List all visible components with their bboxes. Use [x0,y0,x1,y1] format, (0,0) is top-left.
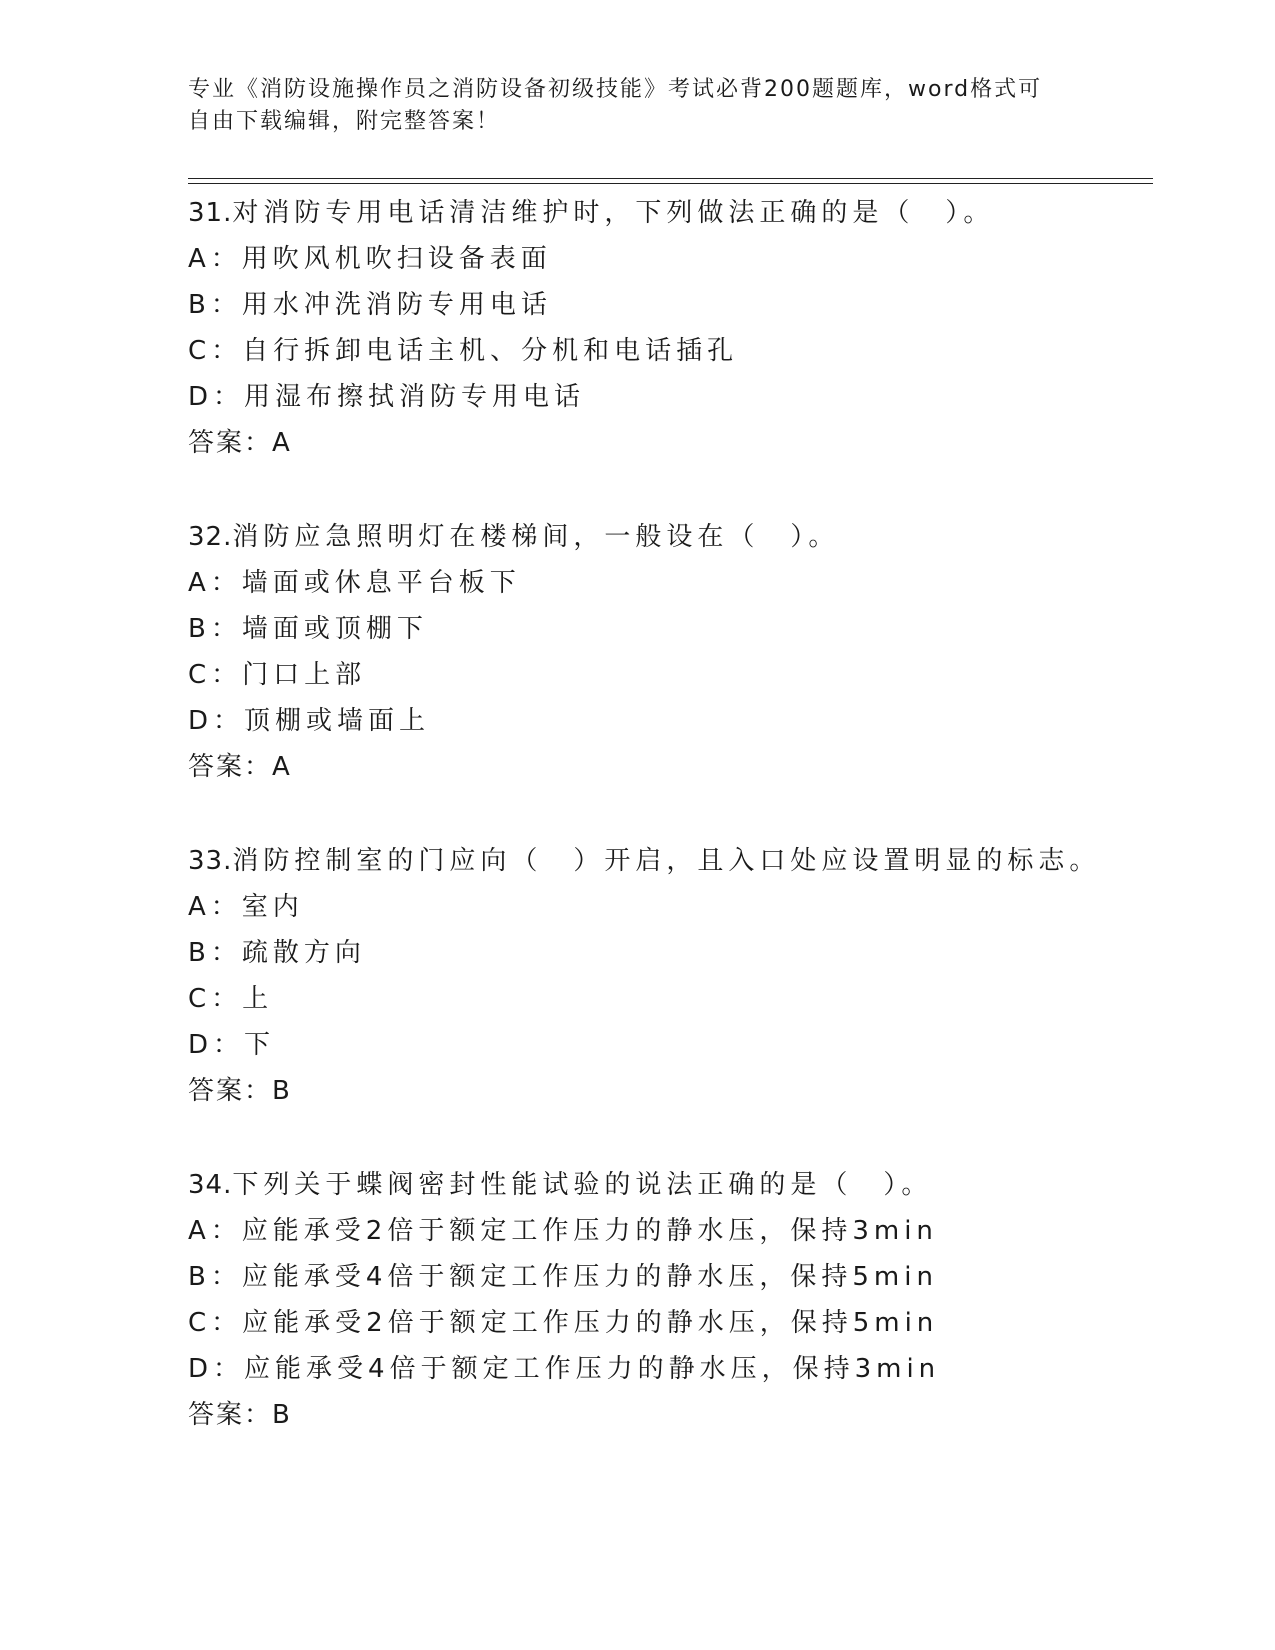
option-key: B： [188,1262,242,1292]
option-text: 下 [244,1030,276,1060]
question-number: 31. [188,198,233,228]
option-text: 用水冲洗消防专用电话 [241,290,552,320]
answer: 答案：A [188,428,292,458]
header-line-2: 自由下载编辑，附完整答案！ [188,109,501,134]
question-stem [188,190,1148,236]
question-32 [188,514,1148,790]
answer: 答案：B [188,1400,292,1430]
option-text: 室内 [241,892,304,922]
option-text: 自行拆卸电话主机、分机和电话插孔 [242,336,739,366]
option-key: A： [188,244,242,274]
option-b [188,606,1148,652]
option-key: D： [188,382,245,412]
header-line-1: 专业《消防设施操作员之消防设备初级技能》考试必背200题题库，word格式可 [188,77,1043,102]
option-key: D： [188,706,245,736]
option-key: B： [188,290,242,320]
question-34 [188,1162,1148,1438]
option-text: 应能承受2倍于额定工作压力的静水压，保持5min [242,1308,939,1338]
option-d [188,1346,1148,1392]
option-key: A： [188,568,242,598]
answer: 答案：A [188,752,292,782]
option-b [188,282,1148,328]
option-key: D： [188,1030,245,1060]
option-text: 顶棚或墙面上 [244,706,431,736]
option-text: 上 [242,984,274,1014]
question-stem [188,514,1148,560]
option-a [188,236,1148,282]
question-text: 消防控制室的门应向（ ）开启，且入口处应设置明显的标志。 [232,846,1101,876]
question-number: 34. [188,1170,233,1200]
question-text: 下列关于蝶阀密封性能试验的说法正确的是（ ）。 [232,1170,933,1200]
question-33 [188,838,1148,1114]
option-text: 门口上部 [242,660,367,690]
question-number: 32. [188,522,233,552]
option-d [188,374,1148,420]
question-text: 消防应急照明灯在楼梯间，一般设在（ ）。 [232,522,840,552]
option-d [188,1022,1148,1068]
option-text: 墙面或休息平台板下 [241,568,521,598]
header-divider-top [188,178,1153,179]
question-stem [188,1162,1148,1208]
option-c [188,652,1148,698]
question-list [188,190,1148,1486]
option-c [188,976,1148,1022]
option-key: B： [188,614,242,644]
option-b [188,930,1148,976]
document-header [188,74,1088,138]
option-key: B： [188,938,242,968]
option-key: C： [188,1308,243,1338]
option-c [188,328,1148,374]
option-key: D： [188,1354,245,1384]
question-text: 对消防专用电话清洁维护时，下列做法正确的是（ ）。 [232,198,995,228]
option-key: A： [188,1216,242,1246]
header-divider-bottom [188,183,1153,184]
option-text: 疏散方向 [241,938,366,968]
option-text: 用湿布擦拭消防专用电话 [244,382,586,412]
option-text: 应能承受2倍于额定工作压力的静水压，保持3min [241,1216,938,1246]
option-key: C： [188,660,243,690]
option-a [188,1208,1148,1254]
option-text: 用吹风机吹扫设备表面 [241,244,552,274]
option-a [188,560,1148,606]
answer: 答案：B [188,1076,292,1106]
option-key: C： [188,984,243,1014]
option-d [188,698,1148,744]
question-31 [188,190,1148,466]
option-text: 应能承受4倍于额定工作压力的静水压，保持5min [241,1262,938,1292]
option-key: A： [188,892,242,922]
question-number: 33. [188,846,233,876]
option-key: C： [188,336,243,366]
option-c [188,1300,1148,1346]
option-text: 应能承受4倍于额定工作压力的静水压，保持3min [244,1354,941,1384]
option-a [188,884,1148,930]
question-stem [188,838,1148,884]
option-b [188,1254,1148,1300]
option-text: 墙面或顶棚下 [241,614,428,644]
